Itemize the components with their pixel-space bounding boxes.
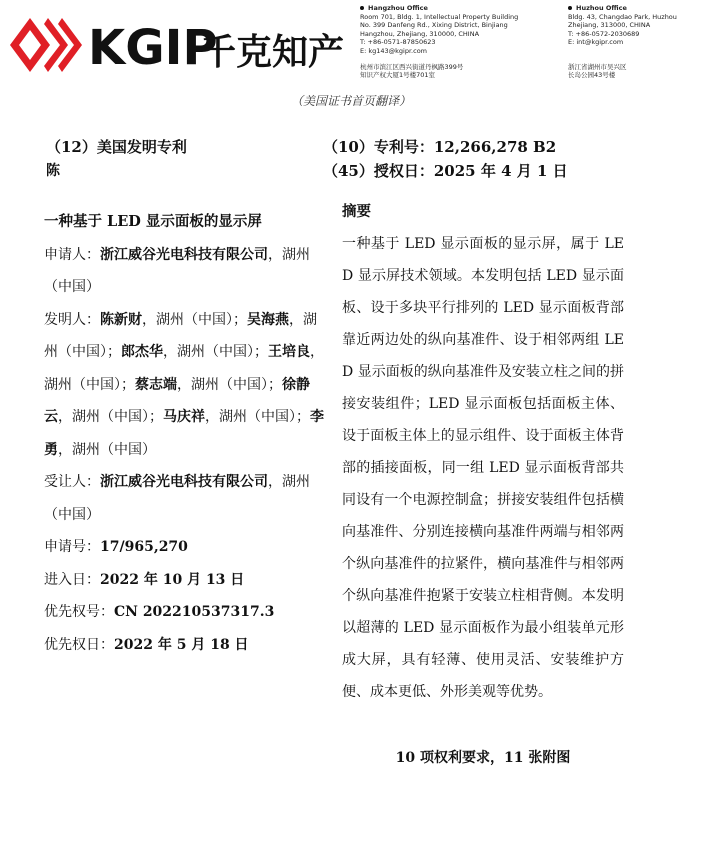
- inventor-location: ，湖州（中国）: [58, 441, 156, 458]
- inventor-location: ，湖州（中国）；: [44, 311, 317, 360]
- applicant-label: 申请人：: [44, 246, 100, 263]
- inventor-location: ，湖州（中国）；: [177, 376, 282, 393]
- huzhou-office-block: [568, 4, 698, 80]
- inventor-name: 王培良: [268, 344, 310, 360]
- office-phone: T: +86-0571-87850623: [360, 38, 436, 47]
- first-inventor-surname: 陈: [46, 163, 60, 179]
- inventor-name: 陈新财: [100, 311, 142, 328]
- abstract-section: [342, 202, 624, 708]
- bullet-icon: [568, 6, 572, 10]
- abstract-body: 一种基于 LED 显示面板的显示屏，属于 LED 显示屏技术领域。本发明包括 LED 显示面板、设于多块平行排列的 LED 显示面板背部靠近两边处的纵向基准件、设于相邻两组 LED 显示面板的纵向基准件及安装立柱之间的拼接安装组件；LED 显示面板包括面板主体、设于面板主体上的显示组件、设于面板主体背部的插接面板，同一组 LED 显示面板背部共同设有一个电源控制盒；拼接安装组件包括横向基准件、分别连接横向基准件两端与相邻两个纵向基准件的拉紧件，横向基准件与相邻两个纵向基准件抱紧于安装立柱相背侧。本发明以超薄的 LED 显示面板作为最小组装单元形成大屏，具有轻薄、使用灵活、安装维护方便、成本更低、外形美观等优势。: [342, 236, 624, 700]
- applicant-location: ，湖州（中国）: [44, 246, 310, 295]
- bullet-icon: [360, 6, 364, 10]
- office-name: Hangzhou Office: [360, 4, 550, 13]
- app-no-label: 申请号：: [44, 539, 100, 555]
- assignee-label: 受让人：: [44, 474, 100, 490]
- entry-date-label: 进入日：: [44, 571, 100, 588]
- priority-date-value: 2022 年 5 月 18 日: [114, 636, 249, 653]
- applicant-name: 浙江威谷光电科技有限公司: [100, 246, 268, 263]
- bibliographic-data: [44, 206, 328, 661]
- abstract-heading: 摘要: [342, 203, 371, 220]
- grant-date: （45）授权日：2025 年 4 月 1 日: [323, 162, 568, 180]
- inventor-name: 蔡志端: [135, 376, 177, 393]
- inventor-location: ，湖州（中国）；: [163, 344, 268, 360]
- inventor-name: 徐静云: [44, 376, 310, 425]
- inventor-name: 马庆祥: [163, 409, 205, 425]
- office-cn-line: 知识产权大厦1号楼701室: [360, 71, 436, 80]
- patent-number: （10）专利号：12,266,278 B2: [323, 138, 557, 156]
- inventor-location: ，湖州（中国）；: [205, 409, 310, 425]
- applicant-row: [44, 239, 328, 304]
- office-line: No. 399 Danfeng Rd., Xixing District, Binjiang: [360, 21, 508, 30]
- inventor-name: 李勇: [44, 409, 324, 458]
- inventor-location: ，湖州（中国）；: [58, 409, 163, 425]
- office-email[interactable]: E: int@kgipr.com: [568, 38, 624, 47]
- translation-note: （美国证书首页翻译）: [290, 94, 411, 108]
- office-line: Bldg. 43, Changdao Park, Huzhou: [568, 12, 677, 21]
- inventors-row: [44, 304, 328, 467]
- office-line: Zhejiang, 313000, CHINA: [568, 21, 651, 30]
- publication-type: （12）美国发明专利: [46, 138, 187, 156]
- inventor-location: ，湖州（中国）；: [142, 311, 247, 328]
- priority-number-row: [44, 596, 328, 629]
- company-logo: [8, 16, 350, 74]
- inventor-name: 吴海燕: [247, 311, 289, 328]
- priority-no-label: 优先权号：: [44, 604, 114, 620]
- inventor-name: 郎杰华: [121, 344, 163, 360]
- inventors-label: 发明人：: [44, 311, 100, 328]
- priority-date-label: 优先权日：: [44, 636, 114, 653]
- logo-chinese-text: 千克知产: [200, 32, 345, 73]
- priority-date-row: [44, 629, 328, 662]
- invention-title: 一种基于 LED 显示面板的显示屏: [44, 213, 262, 230]
- assignee-name: 浙江威谷光电科技有限公司: [100, 474, 268, 490]
- entry-date-value: 2022 年 10 月 13 日: [100, 571, 245, 588]
- office-phone: T: +86-0572-2030689: [568, 29, 640, 38]
- app-no-value: 17/965,270: [100, 539, 188, 555]
- office-line: Hangzhou, Zhejiang, 310000, CHINA: [360, 29, 480, 38]
- entry-date-row: [44, 564, 328, 597]
- diamond-mark-icon: [10, 18, 82, 72]
- office-name: Huzhou Office: [568, 4, 698, 13]
- assignee-row: [44, 466, 328, 531]
- priority-no-value: CN 202210537317.3: [114, 604, 275, 620]
- office-email[interactable]: E: kg143@kgipr.com: [360, 46, 428, 55]
- office-line: Room 701, Bldg. 1, Intellectual Property Building: [360, 12, 519, 21]
- application-number-row: [44, 531, 328, 564]
- office-cn-line: 浙江省湖州市吴兴区: [568, 62, 627, 71]
- hangzhou-office-block: [360, 4, 550, 80]
- office-cn-line: 杭州市滨江区西兴街道丹枫路399号: [360, 62, 464, 71]
- kgip-logo-graphic: [8, 16, 350, 74]
- inventor-location: ，湖州（中国）；: [44, 344, 324, 393]
- office-cn-line: 长岛公园43号楼: [568, 71, 616, 80]
- logo-latin-text: KGIP: [88, 20, 218, 74]
- assignee-location: ，湖州（中国）: [44, 474, 310, 523]
- claims-summary: 10 项权利要求，11 张附图: [395, 750, 571, 766]
